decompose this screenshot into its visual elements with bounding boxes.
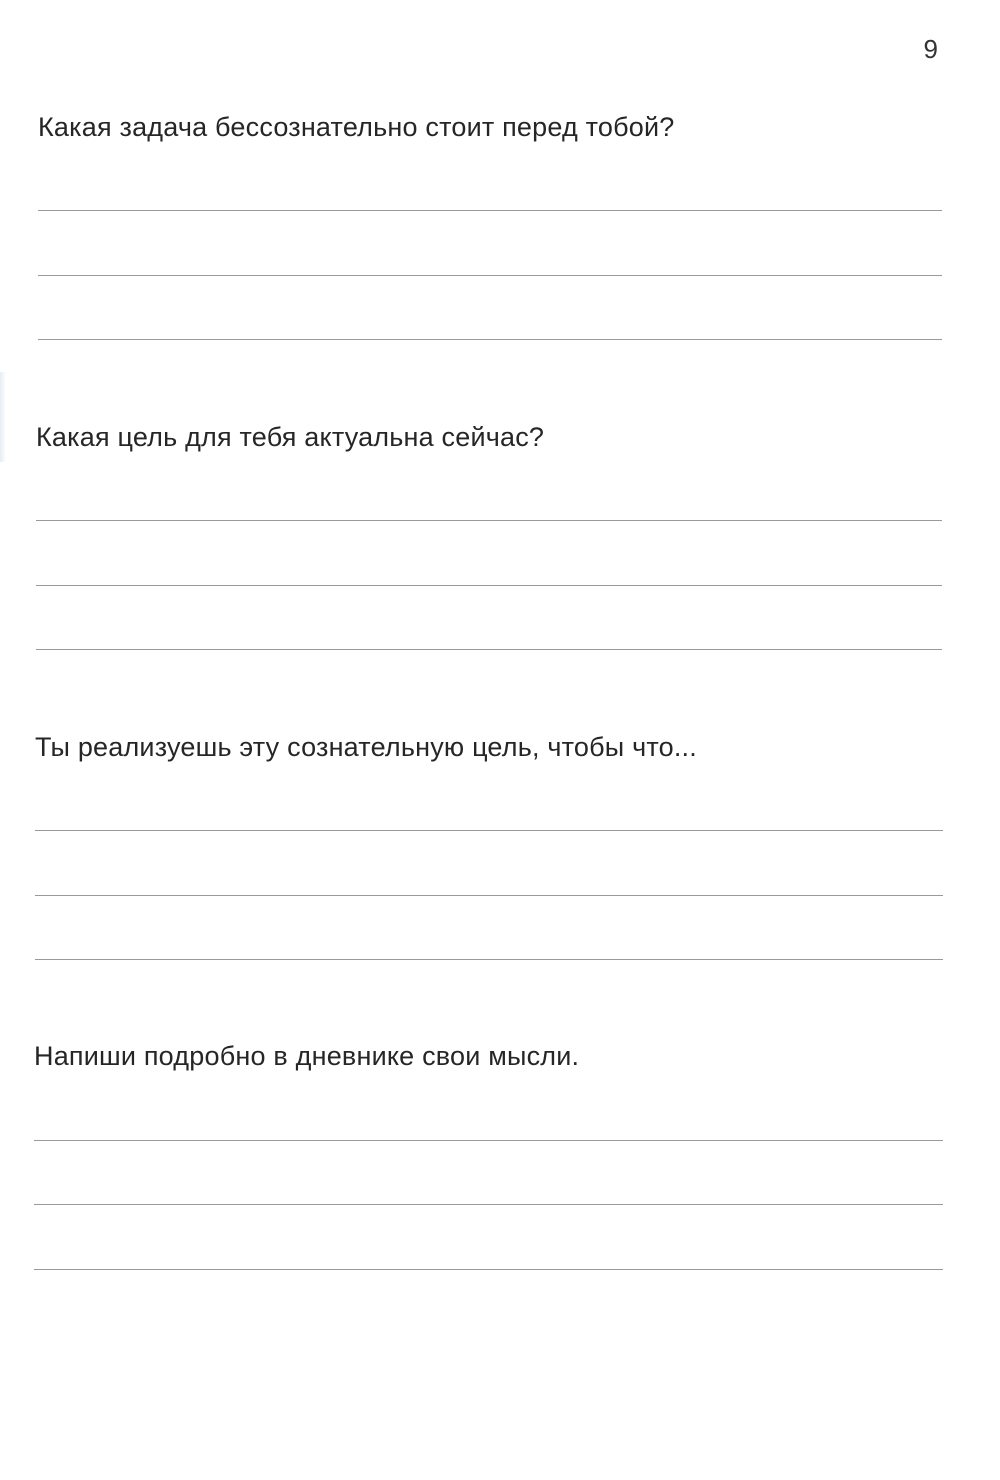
answer-line[interactable] (38, 210, 942, 211)
question-text: Ты реализуешь эту сознательную цель, чтобы что... (35, 732, 697, 762)
question-text: Какая цель для тебя актуальна сейчас? (36, 422, 545, 452)
answer-line[interactable] (35, 895, 943, 896)
answer-line[interactable] (36, 649, 942, 650)
answer-line[interactable] (34, 1204, 943, 1205)
question-text: Какая задача бессознательно стоит перед тобой? (38, 112, 675, 142)
answer-line[interactable] (36, 585, 942, 586)
answer-line[interactable] (34, 1269, 943, 1270)
answer-line[interactable] (34, 1140, 943, 1141)
answer-line[interactable] (38, 275, 942, 276)
answer-line[interactable] (35, 959, 943, 960)
question-text: Напиши подробно в дневнике свои мысли. (34, 1041, 580, 1071)
answer-line[interactable] (36, 520, 942, 521)
answer-line[interactable] (38, 339, 942, 340)
page-number: 9 (923, 34, 938, 64)
answer-line[interactable] (35, 830, 943, 831)
scan-edge-shadow (0, 372, 6, 462)
